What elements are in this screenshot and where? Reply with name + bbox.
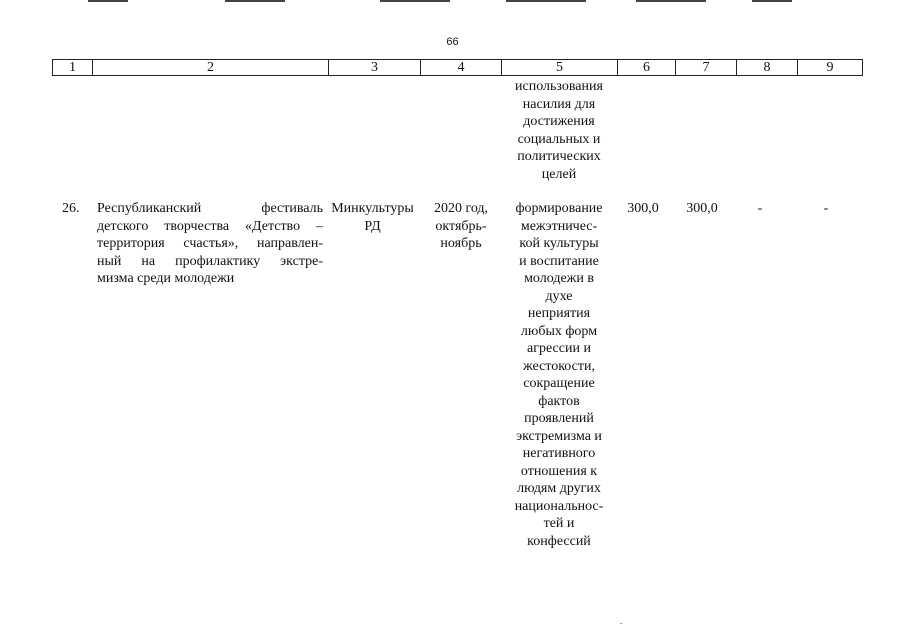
header-col-2: 2 — [93, 60, 329, 75]
scan-rule — [380, 0, 450, 2]
text-line: насилия для — [522, 96, 596, 112]
text-line: тей и — [543, 516, 575, 531]
text-line: территория счастья», направлен- — [97, 236, 323, 251]
text-line: жестокости, — [523, 358, 595, 374]
scan-rule — [636, 0, 706, 2]
text-line: молодежи в — [524, 271, 594, 286]
col9-value: - — [823, 201, 829, 216]
text-line: 2020 год, — [433, 201, 489, 216]
executor-cell — [325, 200, 420, 235]
text-line: отношения к — [520, 463, 598, 479]
text-line: проявлений — [524, 411, 594, 426]
col8-value: - — [757, 201, 763, 216]
header-col-5: 5 — [502, 60, 618, 75]
text-line: кой культуры — [519, 236, 599, 251]
text-line: национальнос- — [514, 498, 604, 514]
page-number: 66 — [446, 36, 459, 48]
text-line: людям других — [517, 481, 601, 496]
text-line: РД — [364, 218, 381, 234]
header-col-6: 6 — [618, 60, 676, 75]
col7-value: 300,0 — [686, 201, 718, 216]
scan-rule — [752, 0, 792, 2]
col6-value: 300,0 — [627, 201, 659, 216]
text-line: агрессии и — [527, 341, 591, 356]
text-line: межэтничес- — [520, 218, 598, 234]
text-line: конфессий — [527, 533, 591, 549]
text-line: мизма среди молодежи — [97, 271, 235, 286]
text-line: Республиканский фестиваль — [97, 201, 323, 216]
header-col-3: 3 — [329, 60, 421, 75]
header-col-8: 8 — [737, 60, 798, 75]
text-line: достижения — [523, 114, 595, 129]
scan-speck — [620, 623, 622, 624]
text-line: ноябрь — [440, 236, 482, 251]
text-line: ный на профилактику экстре- — [97, 253, 323, 269]
text-line: неприятия — [527, 306, 591, 321]
period-cell — [425, 200, 497, 253]
header-col-9: 9 — [798, 60, 863, 75]
text-line: социальных и — [517, 131, 601, 147]
scan-rule — [225, 0, 285, 2]
text-line: детского творчества «Детство – — [97, 218, 323, 234]
row-number: 26. — [62, 201, 80, 216]
text-line: духе — [545, 288, 573, 304]
text-line: Минкультуры — [331, 201, 414, 216]
scan-rule — [88, 0, 128, 2]
text-line: фактов — [538, 393, 580, 409]
text-line: и воспитание — [519, 253, 599, 269]
scan-rule — [506, 0, 586, 2]
text-line: использования — [515, 79, 603, 94]
result-cell — [503, 200, 615, 550]
header-col-7: 7 — [676, 60, 737, 75]
text-line: негативного — [522, 446, 596, 461]
text-line: любых форм — [520, 323, 598, 339]
text-line: экстремизма и — [516, 428, 602, 444]
text-line: политических — [517, 149, 601, 164]
text-line: октябрь- — [435, 218, 487, 234]
text-line: сокращение — [523, 376, 595, 391]
continued-result-cell — [503, 78, 615, 183]
text-line: формирование — [515, 201, 603, 216]
header-col-1: 1 — [52, 60, 93, 75]
header-col-4: 4 — [421, 60, 502, 75]
event-cell — [97, 200, 323, 288]
table-header-row — [52, 59, 863, 76]
text-line: целей — [541, 166, 577, 182]
